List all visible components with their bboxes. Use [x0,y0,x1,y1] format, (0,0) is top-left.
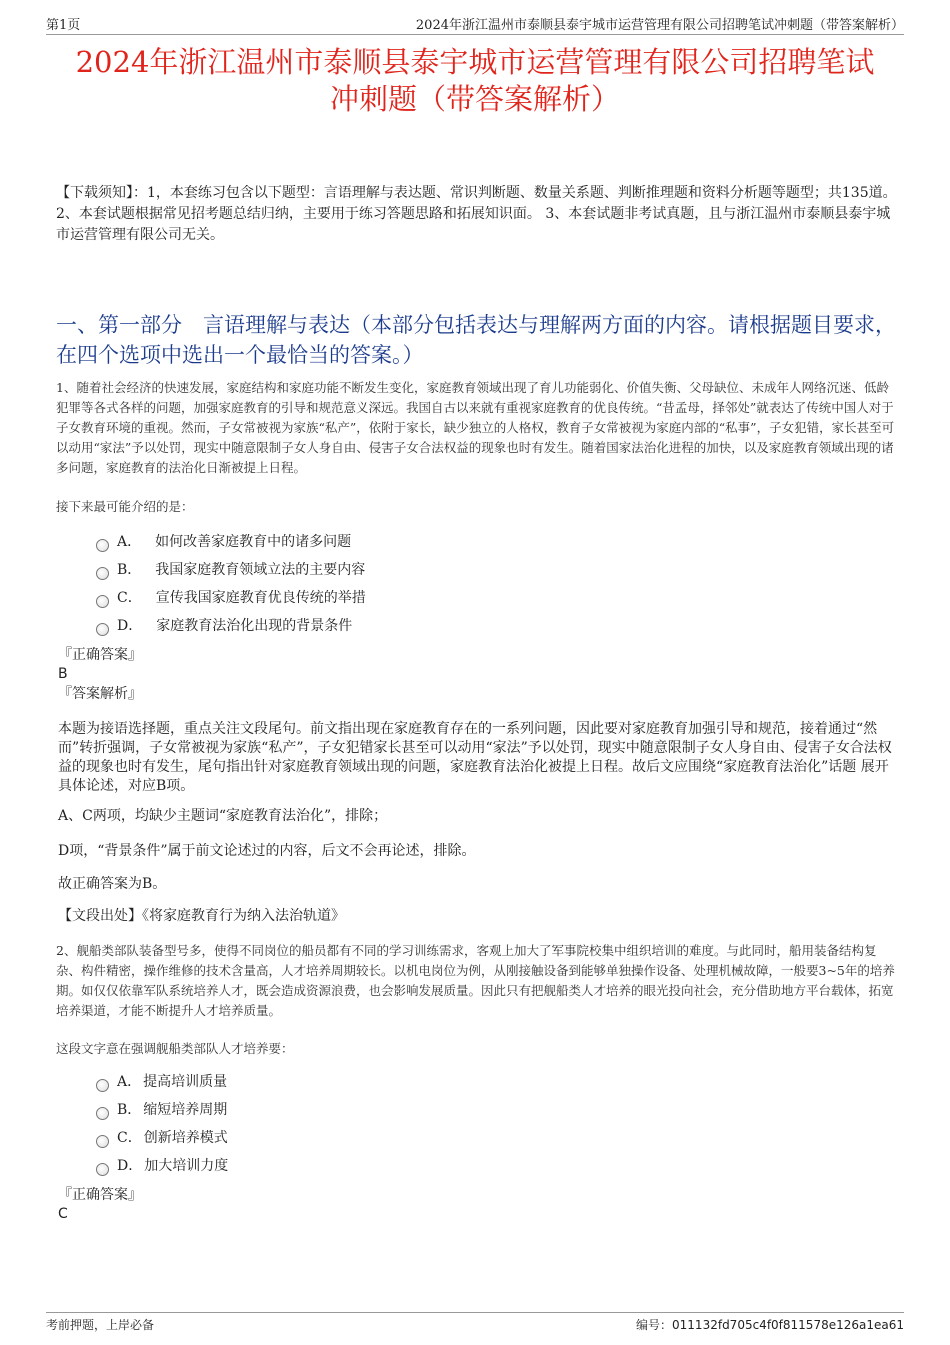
document-title [40,44,910,118]
question-2-text: 2、舰船类部队装备型号多，使得不同岗位的船员都有不同的学习训练需求，客观上加大了军事院校集中组织培训的难度。与此同时，船用装备结构复杂、构件精密，操作维修的技术含量高，人才培养周期较长。以机电岗位为例，从刚接触设备到能够单独操作设备、处理机械故障，一般要3~5年的培养期。如仅仅依靠军队系统培养人才，既会造成资源浪费，也会影响发展质量。因此只有把舰船类人才培养的眼光投向社会，充分借助地方平台载体，拓宽培养渠道，才能不断提升人才培养质量。 [56,943,895,1018]
question-2-option-a[interactable] [96,1068,228,1096]
question-1-answer: B [58,666,68,682]
radio-icon[interactable] [96,595,109,608]
option-text: 提高培训质量 [143,1074,228,1090]
radio-icon[interactable] [96,1163,109,1176]
question-1-prompt: 接下来最可能介绍的是： [56,499,194,514]
question-2-option-c[interactable] [96,1124,228,1152]
option-text: 缩短培养周期 [143,1102,228,1118]
question-1-analysis-label: 『答案解析』 [58,686,142,702]
section-title: 一、第一部分 言语理解与表达（本部分包括表达与理解两方面的内容。请根据题目要求，在四个选项中选出一个最恰当的答案。） [56,313,896,367]
page-header [46,12,904,35]
option-letter: D． [117,1158,143,1174]
option-letter: C． [117,1130,142,1146]
question-1-option-a[interactable] [96,528,366,556]
radio-icon[interactable] [96,623,109,636]
question-1-answer-label: 『正确答案』 [58,647,142,663]
question-1-analysis-ac: A、C两项，均缺少主题词“家庭教育法治化”，排除； [58,808,388,824]
question-1-option-b[interactable] [96,556,366,584]
option-letter: C． [117,590,142,606]
option-text: 宣传我国家庭教育优良传统的举措 [155,590,366,606]
title-line-1: 2024年浙江温州市泰顺县泰宇城市运营管理有限公司招聘笔试 [75,45,875,79]
question-1-options [96,528,366,640]
option-letter: A． [117,534,142,550]
title-line-2: 冲刺题（带答案解析） [329,82,620,116]
radio-icon[interactable] [96,539,109,552]
option-text: 家庭教育法治化出现的背景条件 [156,618,353,634]
option-letter: B． [117,1102,142,1118]
header-doc-title: 2024年浙江温州市泰顺县泰宇城市运营管理有限公司招聘笔试冲刺题（带答案解析） [415,18,904,33]
page-number: 第1页 [46,18,81,33]
option-text: 创新培养模式 [143,1130,228,1146]
question-1-text: 1、随着社会经济的快速发展，家庭结构和家庭功能不断发生变化，家庭教育领域出现了育儿功能弱化、价值失衡、父母缺位、未成年人网络沉迷、低龄犯罪等各式各样的问题，加强家庭教育的引导和规范意义深远。我国自古以来就有重视家庭教育的优良传统。“昔孟母，择邻处”就表达了传统中国人对于子女教育环境的重视。然而，子女常被视为家族“私产”，依附于家长，缺少独立的人格权，教育子女常被视为家庭内部的“私事”，子女犯错，家长甚至可以动用“家法”予以处罚，现实中随意限制子女人身自由、侵害子女合法权益的现象也时有发生。随着国家法治化进程的加快，以及家庭教育领域出现的诸多问题，家庭教育的法治化日渐被提上日程。 [56,380,895,475]
question-2-option-d[interactable] [96,1152,228,1180]
footer-doc-id: 编号：011132fd705c4f0f811578e126a1ea61 [636,1318,904,1332]
radio-icon[interactable] [96,1107,109,1120]
question-2-options [96,1068,228,1180]
question-2-option-b[interactable] [96,1096,228,1124]
option-text: 加大培训力度 [144,1158,229,1174]
option-text: 如何改善家庭教育中的诸多问题 [155,534,352,550]
option-letter: A． [117,1074,142,1090]
footer-slogan: 考前押题，上岸必备 [46,1318,155,1332]
option-letter: D． [117,618,143,634]
radio-icon[interactable] [96,1135,109,1148]
option-text: 我国家庭教育领域立法的主要内容 [155,562,366,578]
question-1-option-d[interactable] [96,612,366,640]
page-footer [46,1312,904,1332]
download-notice: 【下载须知】：1，本套练习包含以下题型：言语理解与表达题、常识判断题、数量关系题、判断推理题和资料分析题等题型；共135道。 2、本套试题根据常见招考题总结归纳，主要用于练习答题思路和拓展知识面。 3、本套试题非考试真题，且与浙江温州市泰顺县泰宇城市运营管理有限公司无关。 [56,185,897,243]
question-1-analysis-conclusion: 故正确答案为B。 [58,876,167,892]
question-2-answer: C [58,1206,68,1222]
radio-icon[interactable] [96,1079,109,1092]
question-1-analysis-d: D项，“背景条件”属于前文论述过的内容，后文不会再论述，排除。 [58,843,476,859]
question-1-source: 【文段出处】《将家庭教育行为纳入法治轨道》 [58,908,345,924]
question-2-prompt: 这段文字意在强调舰船类部队人才培养要： [56,1041,294,1056]
question-2-answer-label: 『正确答案』 [58,1187,142,1203]
option-letter: B． [117,562,142,578]
question-1-option-c[interactable] [96,584,366,612]
question-1-analysis-main: 本题为接语选择题，重点关注文段尾句。前文指出现在家庭教育存在的一系列问题，因此要对家庭教育加强引导和规范，接着通过“然而”转折强调，子女常被视为家族“私产”，子女犯错家长甚至可以动用“家法”予以处罚，现实中随意限制子女人身自由、侵害子女合法权益的现象也时有发生，尾句指出针对家庭教育领域出现的问题，家庭教育法治化被提上日程。故后文应围绕“家庭教育法治化”话题 展开 具体论述，对应B项。 [58,721,892,794]
radio-icon[interactable] [96,567,109,580]
